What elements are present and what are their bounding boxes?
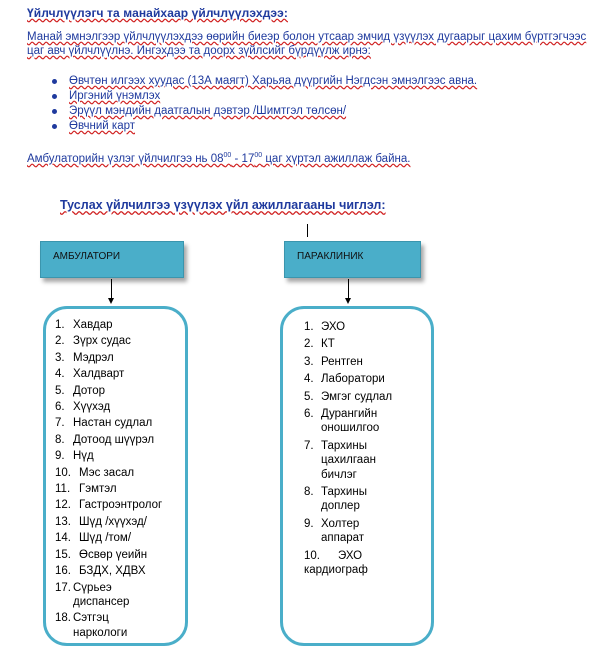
item-number: 18. [55, 612, 71, 625]
list-item [52, 119, 477, 134]
paraclinic-list [304, 320, 424, 581]
paraclinic-header-box: ПАРАКЛИНИК [284, 241, 421, 278]
requirement-text: Өвчтөн илгээх хуудас (13А маягт) Харьяа дүүргийн Нэгдсэн эмнэлгээс авна. [69, 75, 478, 87]
bullet-icon [52, 109, 57, 114]
item-text: Хавдар [73, 319, 113, 331]
list-item [304, 549, 404, 578]
item-text: Гастроэнтролог [79, 499, 163, 512]
item-number: 8. [55, 433, 65, 446]
list-item [304, 517, 391, 546]
text-cursor [307, 224, 308, 237]
requirement-text: Өвчний карт [69, 120, 136, 132]
item-text: Рентген [321, 355, 363, 368]
requirement-text: Иргэний үнэмлэх [69, 90, 161, 102]
list-item [55, 334, 185, 348]
item-number: 13. [55, 515, 71, 528]
list-item [55, 482, 185, 496]
item-text: Холтер аппарат [321, 517, 365, 545]
item-text: Мэс засал [79, 466, 135, 479]
item-text: Сүрьеэ диспансер [73, 581, 130, 608]
item-text: ЭХО [321, 321, 346, 333]
item-text: Тархины цахилгаан бичлэг [321, 439, 376, 481]
item-text: Гэмтэл [79, 483, 117, 496]
list-item [304, 337, 424, 351]
working-hours [27, 152, 410, 165]
requirements-list [52, 74, 477, 134]
bullet-icon [52, 94, 57, 99]
list-item [52, 104, 477, 119]
list-item [304, 390, 424, 404]
page-title: Үйлчлүүлэгч та манайхаар үйлчлүүлэхдээ: [27, 6, 288, 20]
item-text: Дотоод шүүрэл [73, 433, 155, 446]
item-number: 4. [55, 368, 65, 381]
item-number: 6. [304, 408, 314, 421]
item-number: 10. [55, 466, 71, 479]
item-text: Настан судлал [73, 417, 153, 430]
item-number: 7. [55, 417, 65, 430]
item-number: 3. [55, 351, 65, 364]
item-text: Шүд /том/ [79, 532, 132, 545]
item-number: 5. [304, 390, 314, 403]
item-text: ЭХО кардиограф [304, 549, 368, 577]
item-text: Хүүхэд [73, 401, 111, 414]
item-text: Лаборатори [321, 373, 385, 386]
item-number: 5. [55, 384, 65, 397]
hours-sup-end: 00 [254, 152, 263, 159]
list-item [55, 548, 185, 562]
bullet-icon [52, 124, 57, 129]
hours-suffix: цаг хүртэл ажиллаж байна. [262, 152, 411, 165]
list-item [55, 564, 185, 578]
list-item [304, 372, 424, 386]
ambulatory-list [55, 318, 185, 642]
item-number: 14. [55, 532, 71, 545]
item-number: 2. [304, 338, 314, 351]
list-item [55, 466, 185, 480]
requirement-text: Эрүүл мэндийн даатгалын дэвтэр /Шимтгэл төлсөн/ [69, 105, 347, 117]
arrow-down-icon [345, 298, 351, 304]
list-item [304, 485, 391, 514]
item-number: 7. [304, 439, 314, 452]
item-text: Эмгэг судлал [321, 390, 393, 403]
connector-line [348, 279, 349, 299]
list-item [55, 581, 151, 610]
item-number: 10. [304, 549, 320, 562]
list-item [55, 611, 151, 640]
list-item [55, 449, 185, 463]
item-number: 1. [55, 319, 65, 331]
list-item [304, 439, 391, 482]
list-item [55, 384, 185, 398]
item-text: Мэдрэл [73, 351, 114, 364]
item-text: Өсвөр үеийн [79, 548, 148, 561]
list-item [55, 531, 185, 545]
list-item [52, 74, 477, 89]
list-item [55, 515, 185, 529]
item-text: Шүд /хүүхэд/ [79, 515, 147, 528]
item-text: Нүд [73, 450, 94, 463]
intro-paragraph: Манай эмнэлгээр үйлчлүүлэхдээ өөрийн биеэр болон утсаар эмчид үзүүлэх дугаарыг цахим бүртгэгчээс цаг авч үйлчлүүлнэ. Ингэхдээ та доорх зүйлсийг бүрдүүлж ирнэ: [27, 31, 587, 57]
list-item [304, 320, 424, 334]
connector-line [111, 279, 112, 299]
section-title: Туслах үйлчилгээ үзүүлэх үйл ажиллагааны чиглэл: [60, 198, 386, 212]
list-item [55, 318, 185, 332]
item-text: БЗДХ, ХДВХ [79, 565, 146, 578]
item-number: 16. [55, 565, 71, 578]
list-item [304, 355, 424, 369]
item-number: 15. [55, 548, 71, 561]
item-number: 8. [304, 486, 314, 499]
list-item [55, 433, 185, 447]
item-number: 9. [304, 517, 314, 530]
ambulatory-header-box: АМБУЛАТОРИ [40, 241, 184, 278]
hours-sup-start: 00 [223, 152, 232, 159]
bullet-icon [52, 79, 57, 84]
item-number: 9. [55, 450, 65, 463]
item-text: Зүрх судас [73, 335, 131, 348]
item-number: 1. [304, 321, 314, 333]
list-item [55, 416, 185, 430]
item-number: 2. [55, 335, 65, 348]
arrow-down-icon [108, 298, 114, 304]
list-item [304, 407, 401, 436]
list-item [55, 498, 185, 512]
item-text: Халдварт [73, 368, 125, 381]
item-text: Тархины доплер [321, 486, 367, 513]
hours-middle: - 17 [231, 152, 255, 165]
item-number: 3. [304, 355, 314, 368]
item-number: 11. [55, 483, 71, 496]
item-number: 17. [55, 581, 71, 594]
list-item [55, 367, 185, 381]
item-text: Дотор [73, 384, 105, 397]
item-text: КТ [321, 338, 335, 351]
item-number: 4. [304, 373, 314, 386]
list-item [55, 351, 185, 365]
list-item [52, 89, 477, 104]
item-number: 12. [55, 499, 71, 512]
item-text: Сэтгэц наркологи [73, 612, 128, 639]
list-item [55, 400, 185, 414]
hours-prefix: Амбулаторийн үзлэг үйлчилгээ нь 08 [27, 152, 224, 165]
item-number: 6. [55, 401, 65, 414]
item-text: Дурангийн оношилгоо [321, 408, 380, 435]
